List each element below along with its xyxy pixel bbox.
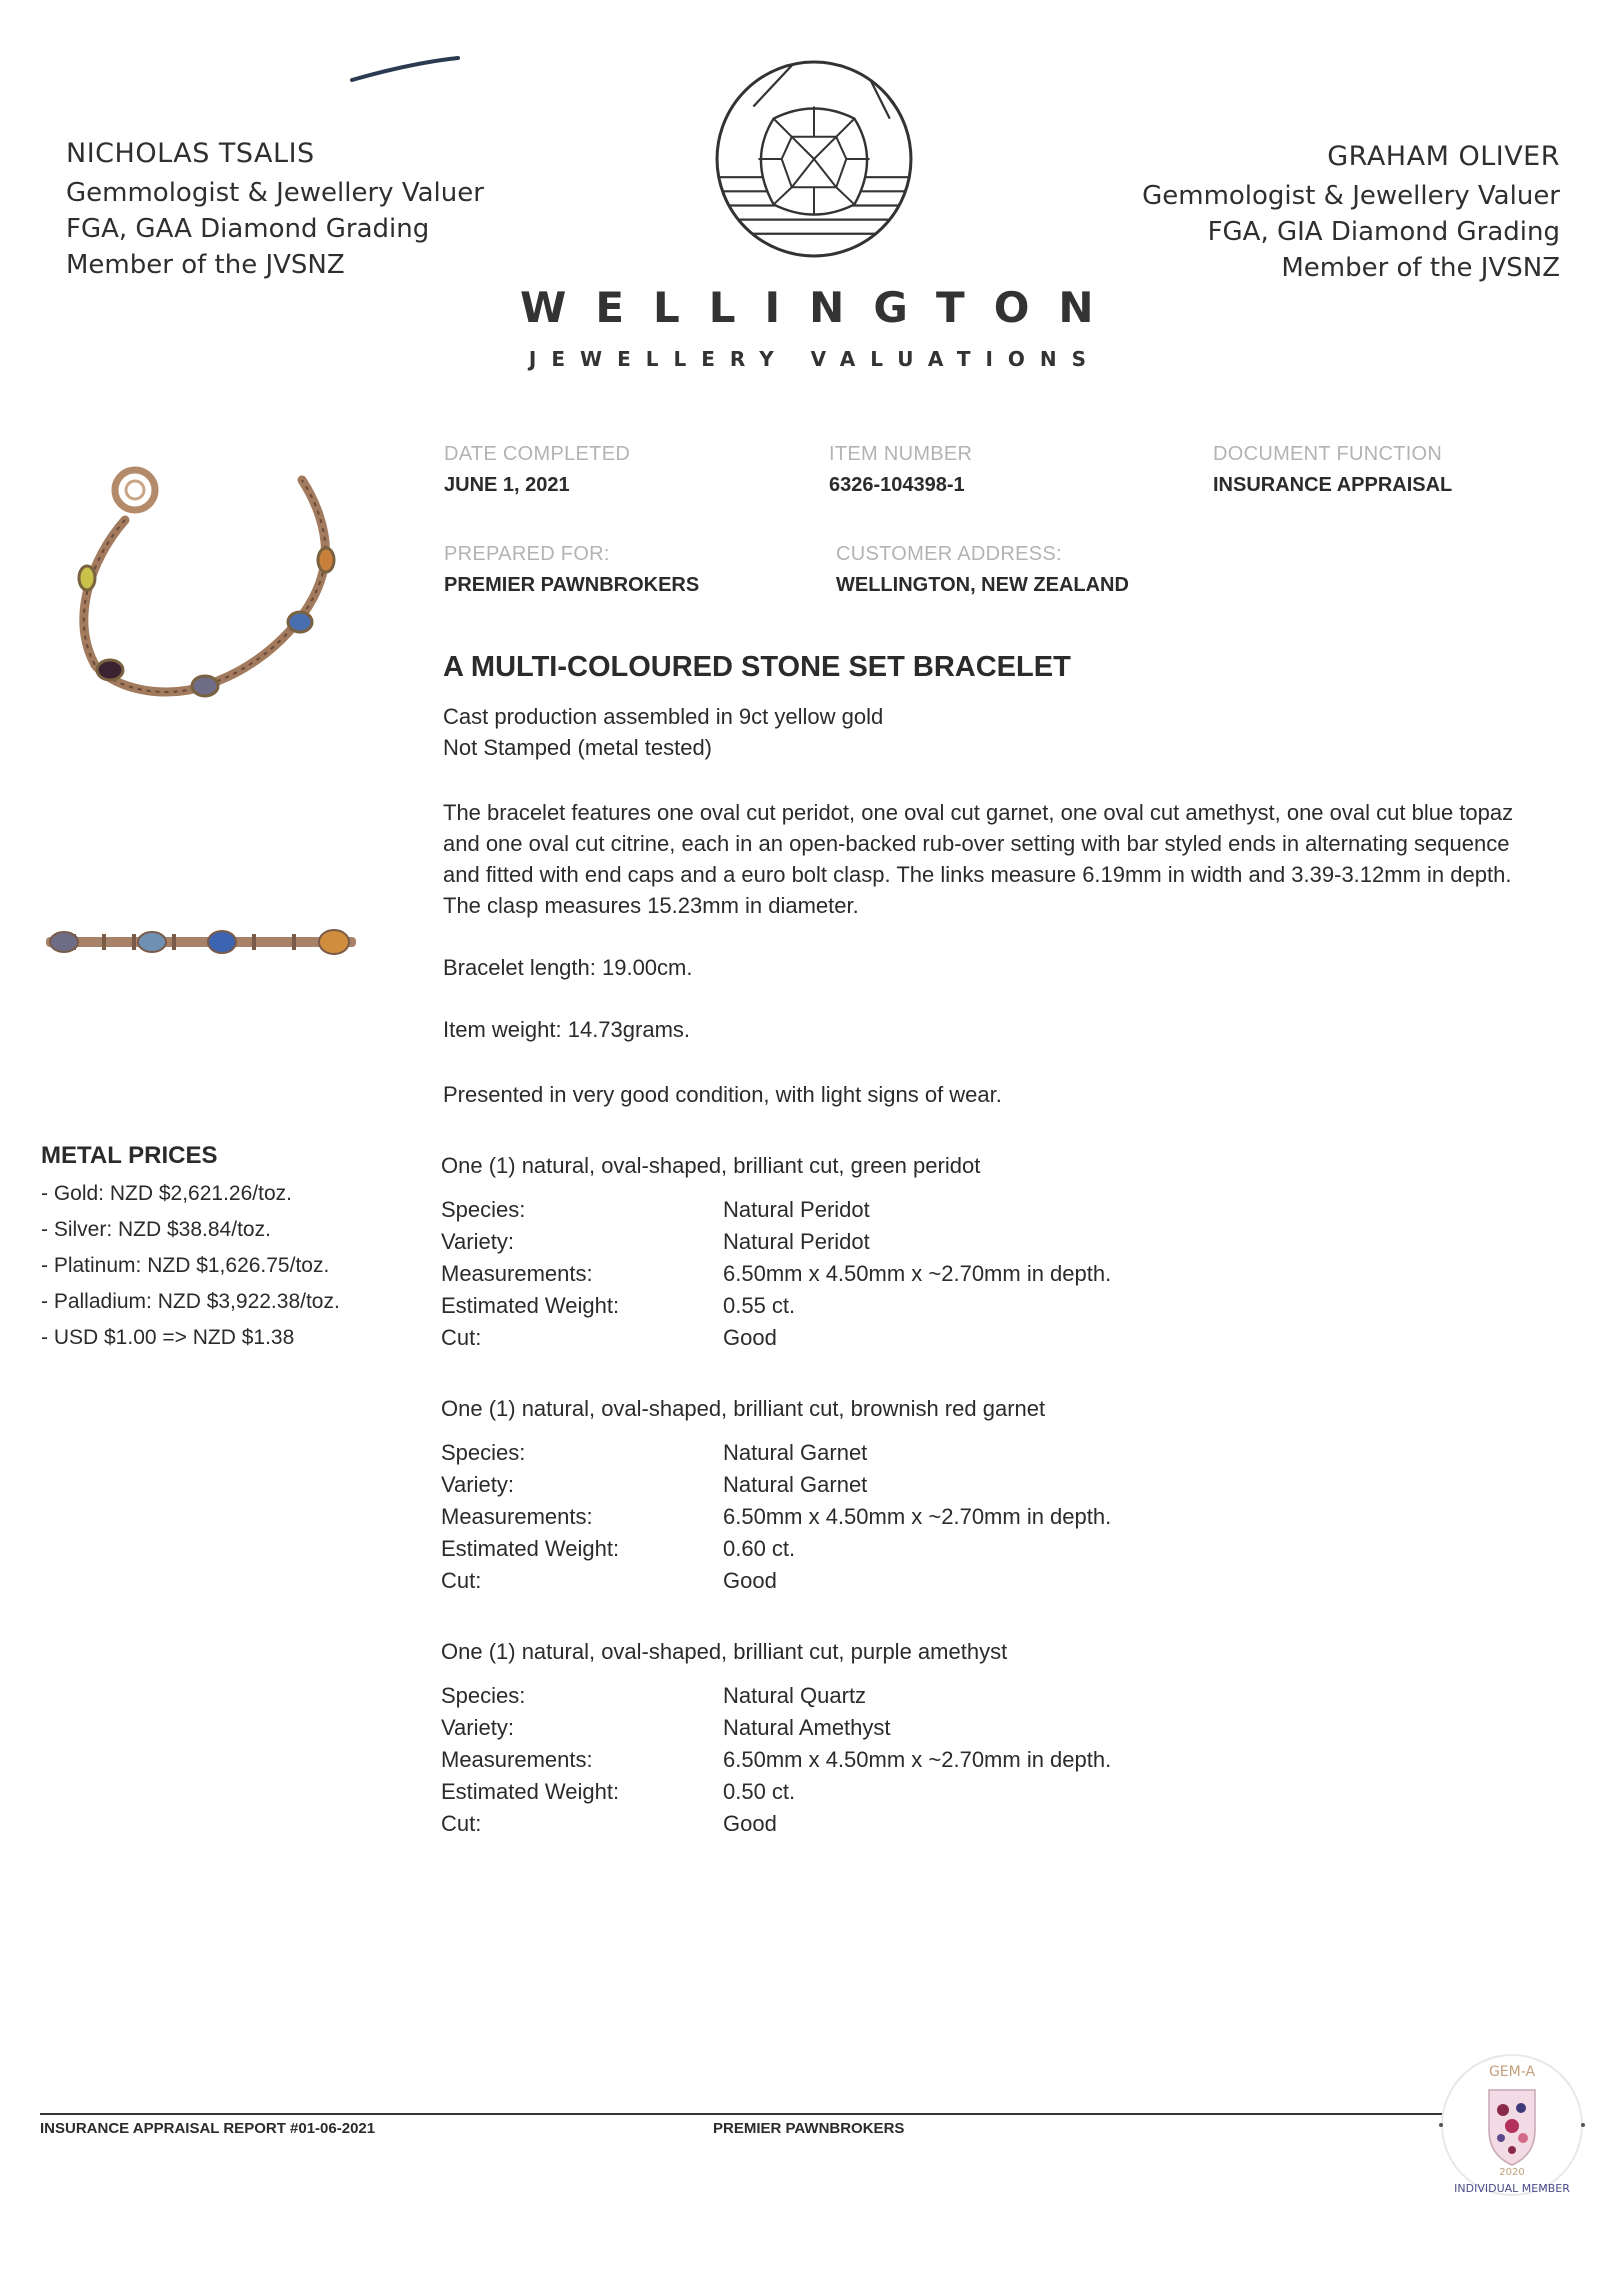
date-completed-label: DATE COMPLETED <box>444 443 631 465</box>
spec-key: Species: <box>441 1197 526 1222</box>
spec-value: 6.50mm x 4.50mm x ~2.70mm in depth. <box>723 1747 1112 1772</box>
stone-section <box>441 1150 1541 1354</box>
appraiser-credentials: FGA, GIA Diamond Grading <box>1207 217 1560 247</box>
spec-value: Good <box>723 1568 777 1593</box>
metal-price-item: - USD $1.00 => NZD $1.38 <box>41 1326 295 1349</box>
item-title: A MULTI-COLOURED STONE SET BRACELET <box>443 651 1071 683</box>
spec-value: 6.50mm x 4.50mm x ~2.70mm in depth. <box>723 1504 1112 1529</box>
spec-value: Natural Garnet <box>723 1440 868 1465</box>
appraiser-name: GRAHAM OLIVER <box>1327 141 1560 172</box>
appraiser-name: NICHOLAS TSALIS <box>66 138 315 169</box>
bracelet-length: Bracelet length: 19.00cm. <box>443 955 693 980</box>
spec-row <box>441 1533 1541 1565</box>
item-number-label: ITEM NUMBER <box>829 443 973 465</box>
stone-heading: One (1) natural, oval-shaped, brilliant cut, green peridot <box>441 1153 981 1178</box>
spec-row <box>441 1776 1541 1808</box>
footer-divider <box>40 2113 1455 2115</box>
stone-section <box>441 1393 1541 1597</box>
spec-key: Measurements: <box>441 1261 593 1286</box>
appraiser-title: Gemmologist & Jewellery Valuer <box>66 178 484 208</box>
spec-key: Variety: <box>441 1229 514 1254</box>
description-line: The bracelet features one oval cut peridot, one oval cut garnet, one oval cut amethyst, one oval cut blue topaz <box>443 800 1514 825</box>
pen-mark <box>350 54 460 84</box>
item-stamp: Not Stamped (metal tested) <box>443 735 713 760</box>
spec-value: Natural Amethyst <box>723 1715 891 1740</box>
spec-row <box>441 1322 1541 1354</box>
brand-subtitle: JEWELLERY VALUATIONS <box>528 347 1102 371</box>
bracelet-photo <box>50 450 360 720</box>
metal-price-item: - Silver: NZD $38.84/toz. <box>41 1218 271 1241</box>
spec-value: 0.60 ct. <box>723 1536 796 1561</box>
spec-row <box>441 1712 1541 1744</box>
spec-row <box>441 1469 1541 1501</box>
gem-a-member-badge-icon <box>1437 2050 1587 2200</box>
badge-bottom-text: INDIVIDUAL MEMBER <box>1454 2182 1570 2195</box>
spec-value: 0.55 ct. <box>723 1293 796 1318</box>
spec-key: Estimated Weight: <box>441 1779 620 1804</box>
spec-value: Natural Garnet <box>723 1472 868 1497</box>
customer-address-value: WELLINGTON, NEW ZEALAND <box>836 574 1129 596</box>
item-weight: Item weight: 14.73grams. <box>443 1017 691 1042</box>
metal-price-item: - Platinum: NZD $1,626.75/toz. <box>41 1254 330 1277</box>
appraiser-right <box>1142 141 1560 286</box>
metal-price-item: - Palladium: NZD $3,922.38/toz. <box>41 1290 340 1313</box>
spec-key: Cut: <box>441 1811 482 1836</box>
badge-top-text: GEM-A <box>1488 2064 1536 2080</box>
spec-row <box>441 1437 1541 1469</box>
appraiser-membership: Member of the JVSNZ <box>66 250 345 280</box>
spec-value: 0.50 ct. <box>723 1779 796 1804</box>
spec-row <box>441 1565 1541 1597</box>
item-description <box>443 797 1563 921</box>
spec-row <box>441 1258 1541 1290</box>
spec-value: 6.50mm x 4.50mm x ~2.70mm in depth. <box>723 1261 1112 1286</box>
spec-key: Variety: <box>441 1715 514 1740</box>
footer-client: PREMIER PAWNBROKERS <box>713 2120 905 2137</box>
item-production: Cast production assembled in 9ct yellow gold <box>443 704 884 729</box>
spec-key: Measurements: <box>441 1747 593 1772</box>
description-line: The clasp measures 15.23mm in diameter. <box>443 893 859 918</box>
item-condition: Presented in very good condition, with light signs of wear. <box>443 1082 1002 1107</box>
bracelet-side-photo <box>42 922 360 962</box>
spec-key: Estimated Weight: <box>441 1536 620 1561</box>
metal-prices-title: METAL PRICES <box>41 1142 218 1169</box>
metal-price-item: - Gold: NZD $2,621.26/toz. <box>41 1182 292 1205</box>
stone-heading: One (1) natural, oval-shaped, brilliant cut, purple amethyst <box>441 1639 1008 1664</box>
date-completed-value: JUNE 1, 2021 <box>444 474 570 496</box>
spec-row <box>441 1808 1541 1840</box>
appraiser-left <box>66 138 484 283</box>
spec-value: Natural Peridot <box>723 1197 870 1222</box>
description-line: and fitted with end caps and a euro bolt clasp. The links measure 6.19mm in width and 3.39-3.12mm in depth. <box>443 862 1512 887</box>
description-line: and one oval cut citrine, each in an open-backed rub-over setting with bar styled ends in alternating sequence <box>443 831 1510 856</box>
spec-row <box>441 1290 1541 1322</box>
spec-key: Measurements: <box>441 1504 593 1529</box>
metal-prices <box>41 1142 340 1356</box>
document-function-label: DOCUMENT FUNCTION <box>1213 443 1443 465</box>
stone-section <box>441 1636 1541 1840</box>
spec-row <box>441 1501 1541 1533</box>
spec-key: Estimated Weight: <box>441 1293 620 1318</box>
spec-key: Variety: <box>441 1472 514 1497</box>
spec-key: Cut: <box>441 1568 482 1593</box>
spec-value: Good <box>723 1325 777 1350</box>
spec-row <box>441 1226 1541 1258</box>
spec-value: Good <box>723 1811 777 1836</box>
gem-logo-icon <box>713 58 915 260</box>
spec-key: Species: <box>441 1440 526 1465</box>
badge-year: 2020 <box>1499 2167 1525 2178</box>
spec-value: Natural Peridot <box>723 1229 870 1254</box>
prepared-for-value: PREMIER PAWNBROKERS <box>444 574 700 596</box>
customer-address-label: CUSTOMER ADDRESS: <box>836 543 1062 565</box>
appraiser-membership: Member of the JVSNZ <box>1281 253 1560 283</box>
appraiser-title: Gemmologist & Jewellery Valuer <box>1142 181 1560 211</box>
stone-heading: One (1) natural, oval-shaped, brilliant cut, brownish red garnet <box>441 1396 1046 1421</box>
brand-name: WELLINGTON <box>520 283 1123 332</box>
prepared-for-label: PREPARED FOR: <box>444 543 610 565</box>
spec-value: Natural Quartz <box>723 1683 867 1708</box>
appraiser-credentials: FGA, GAA Diamond Grading <box>66 214 430 244</box>
spec-row <box>441 1680 1541 1712</box>
footer-report-number: INSURANCE APPRAISAL REPORT #01-06-2021 <box>40 2120 376 2137</box>
spec-row <box>441 1194 1541 1226</box>
item-number-value: 6326-104398-1 <box>829 474 965 496</box>
document-function-value: INSURANCE APPRAISAL <box>1213 474 1453 496</box>
spec-row <box>441 1744 1541 1776</box>
spec-key: Cut: <box>441 1325 482 1350</box>
spec-key: Species: <box>441 1683 526 1708</box>
